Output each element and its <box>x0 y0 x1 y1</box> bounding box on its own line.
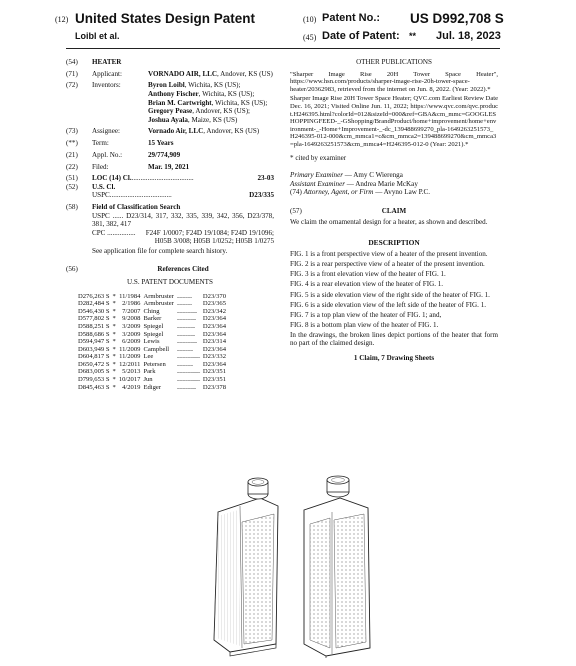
reference-doc: D650,472 S <box>78 360 110 368</box>
reference-row <box>78 384 229 392</box>
patent-no-code: (10) <box>303 15 317 24</box>
claim-header: (57) CLAIM <box>290 207 498 216</box>
reference-name: Armbruster <box>143 300 174 308</box>
reference-date: 7/2007 <box>122 307 141 315</box>
reference-doc: D588,686 S <box>78 330 110 338</box>
reference-date: 9/2008 <box>122 315 141 323</box>
reference-date: 11/2009 <box>119 353 141 361</box>
other-pubs-title: OTHER PUBLICATIONS <box>356 58 432 66</box>
reference-star: * <box>112 383 116 391</box>
reference-star: * <box>112 307 116 315</box>
reference-doc: D588,251 S <box>78 322 110 330</box>
heater-drawing <box>200 472 390 658</box>
reference-row <box>78 376 229 384</box>
date-code: (45) <box>303 33 317 42</box>
inventor-line: Anthony Fischer, Wichita, KS (US); <box>148 90 255 99</box>
reference-cls: D23/332 <box>202 353 226 361</box>
reference-date: 3/2009 <box>122 322 141 330</box>
date-label: Date of Patent: <box>322 30 400 42</box>
publication-item: "Sharper Image Rise 20H Tower Space Heater", https://www.hsn.com/products/sharper-image-rise-20h-tower-space-heater/20362983, retrieved from the internet on Jun. 8, 2022. (Year: 2022).* <box>290 70 498 93</box>
claims-sheets-note: 1 Claim, 7 Drawing Sheets <box>353 353 435 362</box>
reference-date: 2/1986 <box>122 300 141 308</box>
search-uspc: USPC ...... D23/314, 317, 332, 335, 339, 342, 356, D23/378, 381, 382, 417 <box>92 211 274 229</box>
reference-star: * <box>112 368 116 376</box>
reference-dots: ................. <box>176 330 195 338</box>
reference-date: 11/1984 <box>119 292 141 300</box>
reference-dots: ...................... <box>176 376 200 384</box>
kind-code: (12) <box>55 15 69 24</box>
attorney: (74) Attorney, Agent, or Firm — Avyno Law P.C. <box>290 188 431 197</box>
reference-star: * <box>112 315 116 323</box>
reference-name: Park <box>143 368 156 376</box>
reference-date: 11/2009 <box>119 345 141 353</box>
description-paragraph: FIG. 2 is a rear perspective view of a heater of the present invention. <box>290 260 485 269</box>
reference-dots: .............. <box>176 300 192 308</box>
description-title: DESCRIPTION <box>368 237 420 247</box>
heater-rear-view <box>304 476 370 658</box>
references-table <box>78 293 229 392</box>
reference-doc: D845,463 S <box>78 383 110 391</box>
assistant-examiner: Assistant Examiner — Andrea Marie McKay <box>290 179 418 188</box>
reference-cls: D23/342 <box>202 307 226 315</box>
reference-row <box>78 293 229 301</box>
refs-title: References Cited <box>157 265 209 274</box>
claim-text: We claim the ornamental design for a heater, as shown and described. <box>290 218 488 227</box>
description-paragraph: FIG. 8 is a bottom plan view of the heater of FIG. 1. <box>290 320 439 329</box>
refs-subtitle: U.S. PATENT DOCUMENTS <box>127 277 213 286</box>
reference-dots: ............... <box>176 345 193 353</box>
field-appl-no: (21) Appl. No.: 29/774,909 <box>66 150 181 159</box>
field-title: (54) HEATER <box>66 58 122 66</box>
reference-doc: D799,653 S <box>78 376 110 384</box>
description-paragraph: FIG. 3 is a front elevation view of the heater of FIG. 1. <box>290 270 446 279</box>
reference-star: * <box>112 353 116 361</box>
reference-dots: .................. <box>176 383 196 391</box>
reference-row <box>78 331 229 339</box>
reference-star: * <box>112 322 116 330</box>
description-paragraph: FIG. 1 is a front perspective view of a heater of the present invention. <box>290 250 488 259</box>
reference-row <box>78 308 229 316</box>
primary-examiner: Primary Examiner — Amy C Wierenga <box>290 171 403 180</box>
patent-date: Jul. 18, 2023 <box>436 30 501 42</box>
reference-dots: ...................... <box>176 353 200 361</box>
reference-doc: D603,949 S <box>78 345 110 353</box>
reference-cls: D23/378 <box>202 383 226 391</box>
refs-header: (56) References Cited <box>66 265 274 274</box>
reference-name: Barker <box>143 315 162 323</box>
reference-dots: .................. <box>176 315 196 323</box>
date-stars: ** <box>409 31 417 41</box>
search-note: See application file for complete search history. <box>92 246 228 255</box>
reference-dots: ................... <box>176 307 197 315</box>
reference-cls: D23/351 <box>202 376 226 384</box>
field-uspc: USPC ................................... D23/335 <box>92 191 274 200</box>
publication-item: Sharper Image Rise 20H Tower Space Heater; QVC.com Earliest Review Date Dec. 16, 2021; Visited Online Jun. 11, 2022; https://www.qvc.com/qvc.product.H246395.html?colorId=012&sizeId=000&ref=GBA&cm_mmc=GOOGLESHOPPINGFEED-_-GShopping/BrandProduct/home+improvement/home+environment-_-Home+Improvement-_-dc_139488699270_pla-1649263251573_H246395-012-000&cm_mmca1=c&cm_mmca2=139488699270&cm_mmca3=pla-1649263251573&cm_mmca4=H246395-012-0 (Year: 2021).* <box>290 95 498 148</box>
reference-cls: D23/370 <box>202 292 226 300</box>
reference-name: Ching <box>143 307 160 315</box>
field-loc: (51) LOC (14) Cl. ................................... 23-03 <box>66 174 274 183</box>
reference-dots: ................. <box>176 322 195 330</box>
description-paragraph: FIG. 7 is a top plan view of the heater of FIG. 1; and, <box>290 310 442 319</box>
reference-star: * <box>112 345 116 353</box>
reference-name: Petersen <box>143 360 166 368</box>
reference-dots: ...................... <box>176 368 200 376</box>
description-paragraph: FIG. 5 is a side elevation view of the right side of the heater of FIG. 1. <box>290 290 490 299</box>
reference-cls: D23/351 <box>202 368 226 376</box>
reference-star: * <box>112 330 116 338</box>
reference-cls: D23/364 <box>202 345 226 353</box>
reference-name: Ediger <box>143 383 162 391</box>
patent-no-label: Patent No.: <box>322 12 381 24</box>
reference-cls: D23/364 <box>202 360 226 368</box>
reference-row <box>78 368 229 376</box>
inventor-line: Byron Loibl, Wichita, KS (US); <box>148 81 241 90</box>
reference-star: * <box>112 292 116 300</box>
reference-row <box>78 300 229 308</box>
reference-star: * <box>112 360 116 368</box>
reference-name: Lewis <box>143 338 160 346</box>
inventor-short: Loibl et al. <box>75 31 120 41</box>
reference-date: 5/2013 <box>122 368 141 376</box>
reference-cls: D23/364 <box>202 330 226 338</box>
reference-doc: D546,430 S <box>78 307 110 315</box>
reference-row <box>78 346 229 354</box>
reference-name: Campbell <box>143 345 170 353</box>
reference-cls: D23/314 <box>202 338 226 346</box>
reference-doc: D276,263 S <box>78 292 110 300</box>
reference-dots: .............. <box>176 292 192 300</box>
reference-cls: D23/365 <box>202 300 226 308</box>
claim-title: CLAIM <box>381 206 407 215</box>
field-us-cl: (52) U.S. Cl. <box>66 182 116 191</box>
description-paragraph: FIG. 4 is a rear elevation view of the heater of FIG. 1. <box>290 280 444 289</box>
reference-date: 10/2017 <box>118 376 141 384</box>
field-inventors: (72) Inventors: Byron Loibl, Wichita, KS (US); Anthony Fischer, Wichita, KS (US); Brian M. Cartwright, Wichita, KS (US); Gregory Pease, Andover, KS (US); Joshua Ayala, Maize, KS (US) <box>66 81 274 124</box>
reference-cls: D23/364 <box>202 322 226 330</box>
reference-row <box>78 353 229 361</box>
cited-note: * cited by examiner <box>290 154 347 163</box>
reference-dots: ............... <box>176 360 193 368</box>
reference-doc: D594,947 S <box>78 338 110 346</box>
reference-star: * <box>112 300 116 308</box>
search-cpc: CPC ................ F24F 1/0007; F24D 19/1084; F24D 19/1096; H05B 3/008; H05B 1/0252; H05B 1/0275 <box>92 228 274 246</box>
reference-row <box>78 323 229 331</box>
patent-number: US D992,708 S <box>410 11 504 26</box>
header-rule <box>66 48 500 49</box>
reference-row <box>78 338 229 346</box>
reference-name: Jun <box>143 376 153 384</box>
reference-date: 3/2009 <box>122 330 141 338</box>
reference-name: Spiegel <box>143 330 164 338</box>
reference-name: Spiegel <box>143 322 164 330</box>
description-paragraph: FIG. 6 is a side elevation view of the left side of the heater of FIG. 1. <box>290 300 487 309</box>
reference-dots: ................... <box>176 338 197 346</box>
design-title: HEATER <box>92 58 122 66</box>
reference-doc: D604,817 S <box>78 353 110 361</box>
reference-date: 6/2009 <box>122 338 141 346</box>
reference-date: 12/2011 <box>119 360 141 368</box>
description-paragraph: In the drawings, the broken lines depict portions of the heater that form no part of the claimed design. <box>290 330 498 348</box>
reference-doc: D577,802 S <box>78 315 110 323</box>
reference-star: * <box>112 376 116 384</box>
inventor-line: Gregory Pease, Andover, KS (US); <box>148 107 251 116</box>
reference-name: Armbruster <box>143 292 174 300</box>
description-body <box>290 250 498 347</box>
field-applicant: (71) Applicant: VORNADO AIR, LLC, Andover, KS (US) <box>66 69 273 78</box>
applicant-name: VORNADO AIR, LLC <box>148 69 218 78</box>
reference-row <box>78 361 229 369</box>
document-title: United States Design Patent <box>75 11 256 26</box>
inventor-line: Joshua Ayala, Maize, KS (US) <box>148 115 238 124</box>
heater-front-view <box>214 478 278 656</box>
field-term: (**) Term: 15 Years <box>66 139 174 148</box>
reference-date: 4/2019 <box>122 383 141 391</box>
inventor-line: Brian M. Cartwright, Wichita, KS (US); <box>148 98 268 107</box>
field-assignee: (73) Assignee: Vornado Air, LLC, Andover, KS (US) <box>66 127 260 136</box>
reference-cls: D23/364 <box>202 315 226 323</box>
reference-doc: D683,005 S <box>78 368 110 376</box>
reference-name: Lee <box>143 353 154 361</box>
reference-doc: D282,484 S <box>78 300 110 308</box>
field-search: (58) Field of Classification Search <box>66 203 181 212</box>
right-column <box>290 58 498 362</box>
field-filed: (22) Filed: Mar. 19, 2021 <box>66 162 190 171</box>
reference-star: * <box>112 338 116 346</box>
reference-row <box>78 315 229 323</box>
left-column <box>66 58 274 391</box>
